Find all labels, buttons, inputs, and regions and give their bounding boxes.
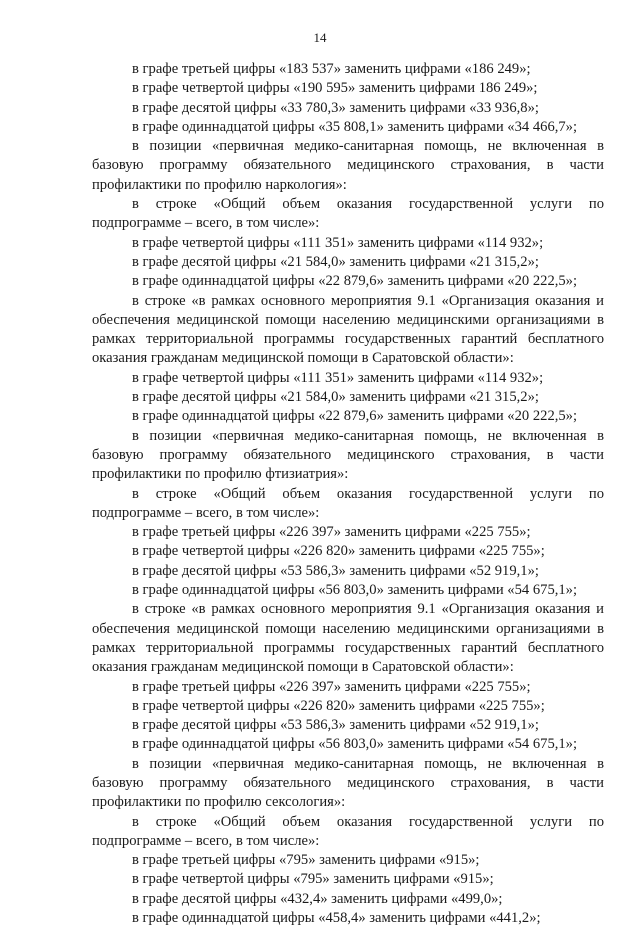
- paragraph: в строке «Общий объем оказания государственной услуги по подпрограмме – всего, в том числе»:: [92, 196, 604, 232]
- paragraph: в графе одиннадцатой цифры «22 879,6» заменить цифрами «20 222,5»;: [132, 273, 578, 290]
- paragraph: в графе одиннадцатой цифры «22 879,6» заменить цифрами «20 222,5»;: [132, 408, 578, 425]
- paragraph: в графе одиннадцатой цифры «56 803,0» заменить цифрами «54 675,1»;: [132, 736, 578, 753]
- paragraph: в графе третьей цифры «226 397» заменить цифрами «225 755»;: [132, 524, 531, 541]
- paragraph: в строке «Общий объем оказания государственной услуги по подпрограмме – всего, в том числе»:: [92, 813, 604, 849]
- paragraph: в графе десятой цифры «21 584,0» заменить цифрами «21 315,2»;: [132, 253, 539, 270]
- paragraph: в графе четвертой цифры «795» заменить цифрами «915»;: [132, 871, 494, 888]
- paragraph: в строке «в рамках основного мероприятия 9.1 «Организация оказания и обеспечения медицинской помощи населению медицинскими организациями в рамках территориальной программы государственных гарантий бесплатного оказания гражданам медицинской помощи в Саратовской области»:: [92, 601, 604, 676]
- paragraph: в строке «Общий объем оказания государственной услуги по подпрограмме – всего, в том числе»:: [92, 485, 604, 521]
- paragraph: в графе одиннадцатой цифры «56 803,0» заменить цифрами «54 675,1»;: [132, 582, 578, 599]
- paragraph: в графе третьей цифры «183 537» заменить цифрами «186 249»;: [132, 61, 531, 77]
- paragraph: в графе одиннадцатой цифры «35 808,1» заменить цифрами «34 466,7»;: [132, 118, 578, 135]
- paragraph: в графе десятой цифры «53 586,3» заменить цифрами «52 919,1»;: [132, 717, 539, 734]
- document-body: [92, 60, 604, 928]
- paragraph: в графе четвертой цифры «226 820» заменить цифрами «225 755»;: [132, 543, 545, 560]
- paragraph: в графе десятой цифры «432,4» заменить цифрами «499,0»;: [132, 890, 503, 907]
- paragraph: в позиции «первичная медико-санитарная помощь, не включенная в базовую программу обязательного медицинского страхования, в части профилактики по профилю наркология»:: [92, 138, 604, 193]
- page-number: 14: [313, 30, 327, 45]
- paragraph: в позиции «первичная медико-санитарная помощь, не включенная в базовую программу обязательного медицинского страхования, в части профилактики по профилю фтизиатрия»:: [92, 427, 604, 483]
- paragraph: в позиции «первичная медико-санитарная помощь, не включенная в базовую программу обязательного медицинского страхования, в части профилактики по профилю сексология»:: [92, 755, 604, 811]
- paragraph: в графе третьей цифры «795» заменить цифрами «915»;: [132, 852, 480, 869]
- paragraph: в строке «в рамках основного мероприятия 9.1 «Организация оказания и обеспечения медицинской помощи населению медицинскими организациями в рамках территориальной программы государственных гарантий бесплатного оказания гражданам медицинской помощи в Саратовской области»:: [92, 292, 604, 367]
- paragraph: в графе десятой цифры «53 586,3» заменить цифрами «52 919,1»;: [132, 562, 539, 579]
- paragraph: в графе десятой цифры «21 584,0» заменить цифрами «21 315,2»;: [132, 389, 539, 406]
- paragraph: в графе четвертой цифры «190 595» заменить цифрами 186 249»;: [132, 80, 538, 97]
- paragraph: в графе четвертой цифры «226 820» заменить цифрами «225 755»;: [132, 697, 545, 714]
- paragraph: в графе одиннадцатой цифры «458,4» заменить цифрами «441,2»;: [132, 910, 541, 927]
- paragraph: в графе третьей цифры «226 397» заменить цифрами «225 755»;: [132, 678, 531, 695]
- paragraph: в графе десятой цифры «33 780,3» заменить цифрами «33 936,8»;: [132, 99, 539, 116]
- paragraph: в графе четвертой цифры «111 351» заменить цифрами «114 932»;: [132, 369, 544, 386]
- paragraph: в графе четвертой цифры «111 351» заменить цифрами «114 932»;: [132, 234, 544, 251]
